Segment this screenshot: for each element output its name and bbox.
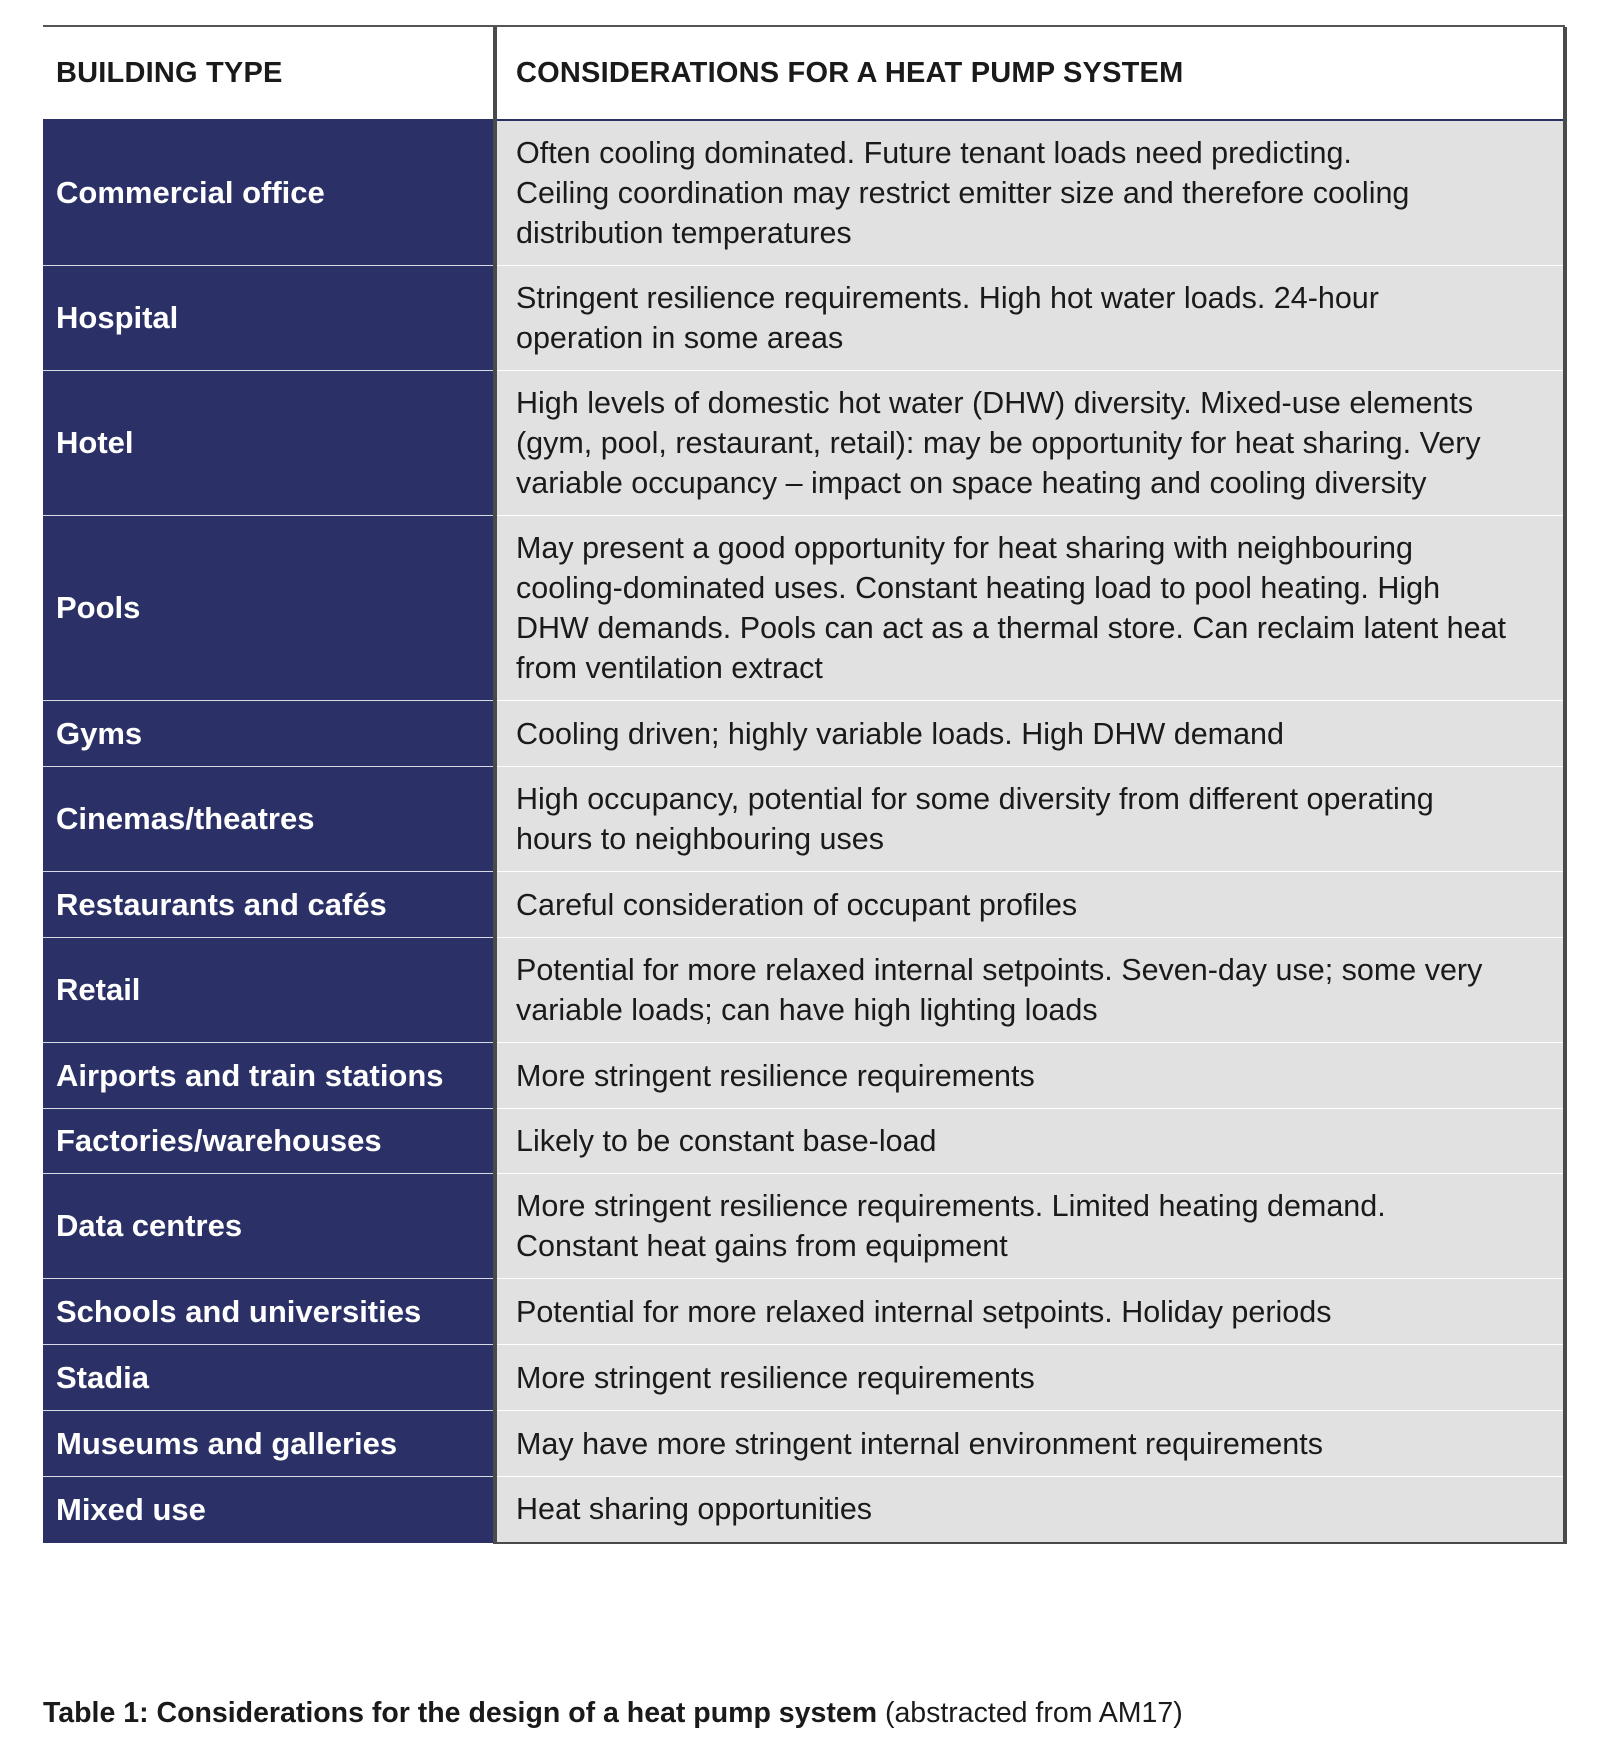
considerations-line: Stringent resilience requirements. High hot water loads. 24-hour bbox=[516, 281, 1379, 315]
considerations-line: variable loads; can have high lighting loads bbox=[516, 993, 1098, 1027]
building-type-cell: Commercial office bbox=[43, 120, 495, 266]
table-row bbox=[43, 701, 1565, 767]
considerations-line: variable occupancy – impact on space heating and cooling diversity bbox=[516, 466, 1427, 500]
considerations-line: High levels of domestic hot water (DHW) diversity. Mixed-use elements bbox=[516, 386, 1474, 420]
header-building-type: BUILDING TYPE bbox=[43, 27, 495, 120]
considerations-line: May present a good opportunity for heat sharing with neighbouring bbox=[516, 531, 1413, 565]
building-type-cell: Hotel bbox=[43, 371, 495, 516]
considerations-line: distribution temperatures bbox=[516, 216, 852, 250]
considerations-cell bbox=[495, 266, 1565, 371]
considerations-line: Ceiling coordination may restrict emitter size and therefore cooling bbox=[516, 176, 1410, 210]
considerations-line: Careful consideration of occupant profiles bbox=[516, 887, 1078, 922]
table-caption bbox=[43, 1697, 1183, 1730]
considerations-cell bbox=[495, 872, 1565, 938]
header-considerations: CONSIDERATIONS FOR A HEAT PUMP SYSTEM bbox=[495, 27, 1565, 120]
considerations-line: Cooling driven; highly variable loads. High DHW demand bbox=[516, 716, 1284, 751]
building-type-cell: Hospital bbox=[43, 266, 495, 371]
building-type-cell: Airports and train stations bbox=[43, 1043, 495, 1109]
table-row bbox=[43, 1109, 1565, 1174]
considerations-cell bbox=[495, 701, 1565, 767]
considerations-line: More stringent resilience requirements bbox=[516, 1360, 1035, 1395]
considerations-line: High occupancy, potential for some diversity from different operating bbox=[516, 782, 1434, 816]
building-type-cell: Retail bbox=[43, 938, 495, 1043]
considerations-line: More stringent resilience requirements. Limited heating demand. bbox=[516, 1189, 1386, 1223]
table-row bbox=[43, 1174, 1565, 1279]
considerations-line: from ventilation extract bbox=[516, 651, 823, 685]
considerations-cell bbox=[495, 1345, 1565, 1411]
building-type-cell: Restaurants and cafés bbox=[43, 872, 495, 938]
considerations-line: Potential for more relaxed internal setpoints. Seven-day use; some very bbox=[516, 953, 1483, 987]
table-row bbox=[43, 1279, 1565, 1345]
considerations-line: Constant heat gains from equipment bbox=[516, 1229, 1008, 1263]
caption-title: Table 1: Considerations for the design of a heat pump system bbox=[43, 1697, 878, 1729]
building-type-cell: Cinemas/theatres bbox=[43, 767, 495, 872]
considerations-line: Likely to be constant base-load bbox=[516, 1124, 937, 1158]
considerations-cell bbox=[495, 120, 1565, 266]
building-type-cell: Stadia bbox=[43, 1345, 495, 1411]
building-type-cell: Gyms bbox=[43, 701, 495, 767]
table-row bbox=[43, 767, 1565, 872]
considerations-table-container bbox=[43, 25, 1565, 1544]
table-row bbox=[43, 1411, 1565, 1477]
building-type-cell: Schools and universities bbox=[43, 1279, 495, 1345]
building-type-cell: Data centres bbox=[43, 1174, 495, 1279]
caption-source: (abstracted from AM17) bbox=[877, 1697, 1183, 1729]
considerations-cell bbox=[495, 1411, 1565, 1477]
considerations-cell bbox=[495, 938, 1565, 1043]
considerations-line: cooling-dominated uses. Constant heating load to pool heating. High bbox=[516, 571, 1441, 605]
considerations-line: Often cooling dominated. Future tenant loads need predicting. bbox=[516, 136, 1352, 170]
table-header-row bbox=[43, 27, 1565, 120]
considerations-cell bbox=[495, 1477, 1565, 1543]
considerations-cell bbox=[495, 767, 1565, 872]
considerations-line: Heat sharing opportunities bbox=[516, 1492, 873, 1527]
table-row bbox=[43, 120, 1565, 266]
considerations-line: hours to neighbouring uses bbox=[516, 822, 884, 856]
table-body bbox=[43, 120, 1565, 1543]
considerations-cell bbox=[495, 516, 1565, 701]
building-type-cell: Mixed use bbox=[43, 1477, 495, 1543]
considerations-line: (gym, pool, restaurant, retail): may be opportunity for heat sharing. Very bbox=[516, 426, 1481, 460]
building-type-cell: Museums and galleries bbox=[43, 1411, 495, 1477]
table-row bbox=[43, 1043, 1565, 1109]
considerations-line: Potential for more relaxed internal setpoints. Holiday periods bbox=[516, 1294, 1332, 1329]
considerations-cell bbox=[495, 1279, 1565, 1345]
considerations-cell bbox=[495, 1109, 1565, 1174]
table-row bbox=[43, 1345, 1565, 1411]
table-row bbox=[43, 1477, 1565, 1543]
considerations-line: operation in some areas bbox=[516, 321, 844, 355]
table-row bbox=[43, 371, 1565, 516]
building-type-cell: Pools bbox=[43, 516, 495, 701]
building-type-cell: Factories/warehouses bbox=[43, 1109, 495, 1174]
considerations-table bbox=[43, 27, 1567, 1544]
considerations-line: More stringent resilience requirements bbox=[516, 1058, 1035, 1093]
table-row bbox=[43, 938, 1565, 1043]
table-row bbox=[43, 516, 1565, 701]
table-row bbox=[43, 872, 1565, 938]
considerations-cell bbox=[495, 371, 1565, 516]
table-row bbox=[43, 266, 1565, 371]
considerations-cell bbox=[495, 1174, 1565, 1279]
considerations-cell bbox=[495, 1043, 1565, 1109]
considerations-line: DHW demands. Pools can act as a thermal store. Can reclaim latent heat bbox=[516, 611, 1506, 645]
considerations-line: May have more stringent internal environment requirements bbox=[516, 1426, 1323, 1461]
